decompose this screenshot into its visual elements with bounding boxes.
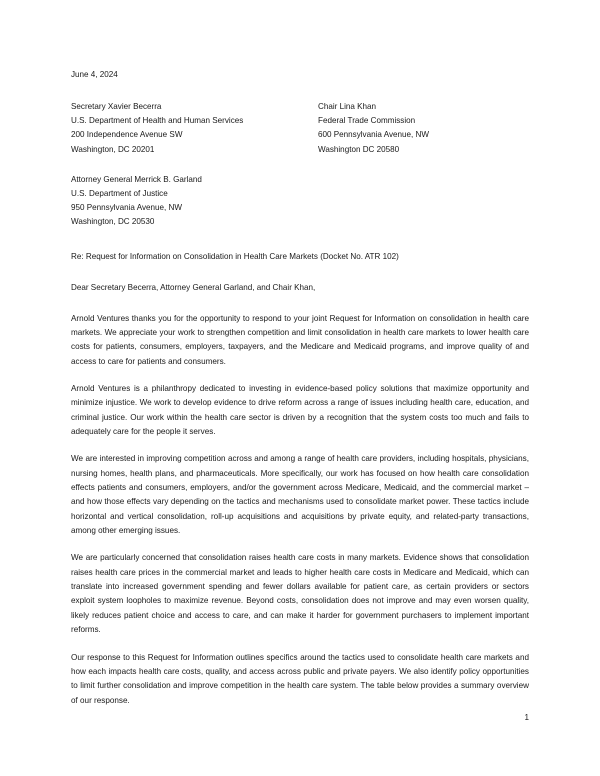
body-paragraph: We are particularly concerned that consolidation raises health care costs in many markets. Evidence shows that consolidation raises health care prices in the commercial market and leads to higher health care costs in Medicare and Medicaid, which can translate into increased government spending and fewer dollars available for patient care, as certain providers or sectors exploit system loopholes to maximize revenue. Beyond costs, consolidation does not improve and may even worsen quality, likely reduces patient choice and access to care, and can make it harder for government purchasers to implement important reforms. [71,553,529,635]
body-paragraph: We are interested in improving competition across and among a range of health care providers, including hospitals, physicians, nursing homes, health plans, and pharmaceuticals. More specifically, our work has focused on how health care consolidation effects patients and consumers, employers, and/or the government across Medicare, Medicaid, and the commercial market – and how those effects vary depending on the tactics and mechanisms used to consolidate market power. These tactics include horizontal and vertical consolidation, roll-up acquisitions and acquisitions by private equity, and related-party transactions, among other emerging issues. [71,454,529,536]
recipient-address-hhs [71,100,318,157]
letter-date: June 4, 2024 [71,70,118,79]
recipient-city-state-zip: Washington DC 20580 [318,144,400,154]
recipient-address-ftc [318,100,518,157]
page-number: 1 [524,713,529,722]
recipient-city-state-zip: Washington, DC 20530 [71,217,155,227]
body-paragraph: Arnold Ventures is a philanthropy dedicated to investing in evidence-based policy solutions that maximize opportunity and minimize injustice. We work to develop evidence to drive reform across a range of issues including health care, education, and criminal justice. Our work within the health care sector is driven by a recognition that the system costs too much and fails to adequately care for the people it serves. [71,384,529,437]
recipient-block-primary [71,100,529,157]
recipient-org: U.S. Department of Justice [71,189,168,199]
subject-line: Re: Request for Information on Consolidation in Health Care Markets (Docket No. ATR 102) [71,251,399,261]
recipient-name: Chair Lina Khan [318,102,377,111]
recipient-name: Secretary Xavier Becerra [71,102,162,111]
body-paragraph: Our response to this Request for Information outlines specifics around the tactics used to consolidate health care markets and how each impacts health care costs, quality, and access across public and private payers. We also identify policy opportunities to limit further consolidation and improve competition in the health care system. The table below provides a summary overview of our response. [71,652,529,705]
recipient-address-doj [71,173,529,230]
salutation: Dear Secretary Becerra, Attorney General Garland, and Chair Khan, [71,282,316,292]
recipient-street: 600 Pennsylvania Avenue, NW [318,130,429,140]
recipient-org: Federal Trade Commission [318,116,416,126]
recipient-name: Attorney General Merrick B. Garland [71,174,202,184]
recipient-street: 950 Pennsylvania Avenue, NW [71,203,182,213]
body-paragraph: Arnold Ventures thanks you for the opportunity to respond to your joint Request for Information on consolidation in health care markets. We appreciate your work to strengthen competition and limit consolidation in health care markets to lower health care costs for patients, consumers, employers, taxpayers, and the Medicare and Medicaid programs, and improve quality of and access to care for patients and consumers. [71,313,529,366]
recipient-org: U.S. Department of Health and Human Services [71,116,244,126]
recipient-city-state-zip: Washington, DC 20201 [71,144,155,154]
recipient-street: 200 Independence Avenue SW [71,130,183,140]
document-body [71,68,529,708]
